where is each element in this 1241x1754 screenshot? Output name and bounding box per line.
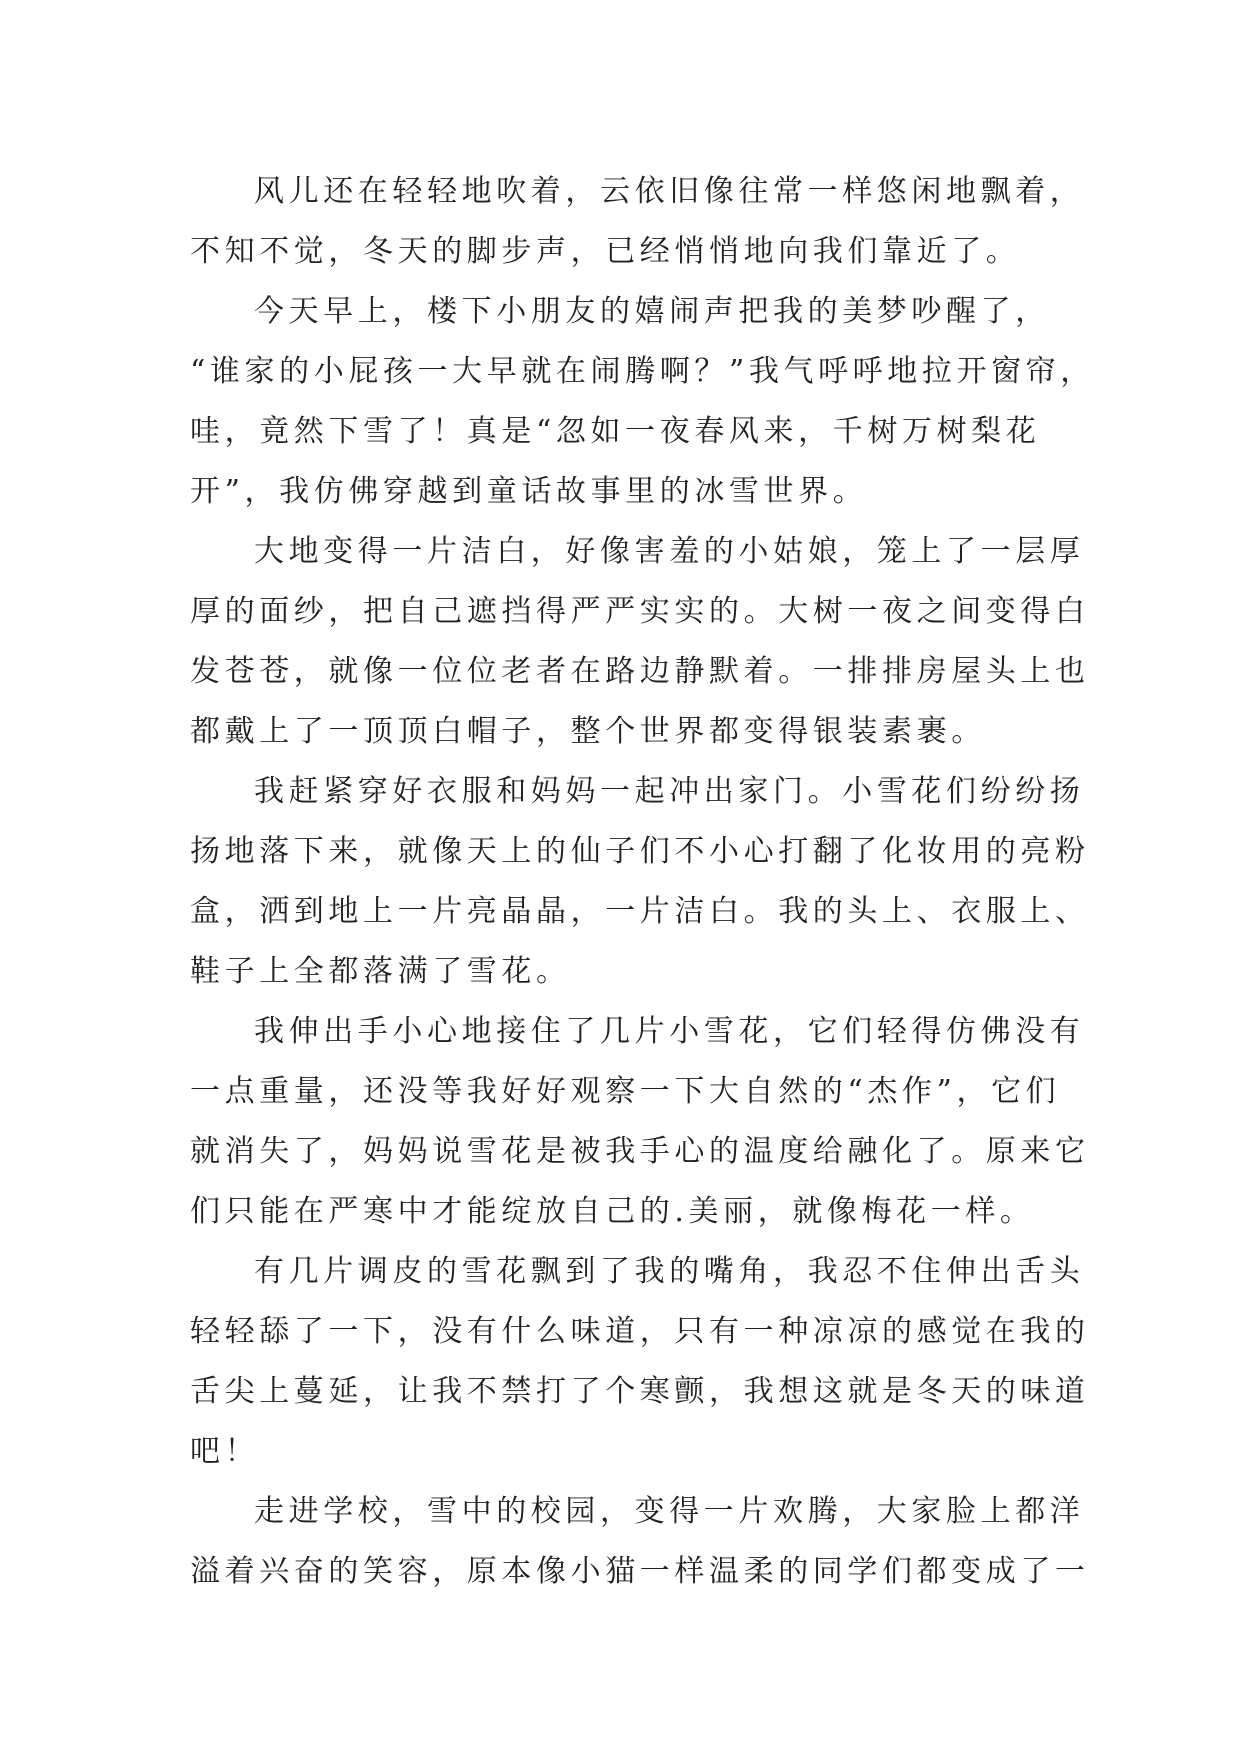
text-line: 风儿还在轻轻地吹着，云依旧像往常一样悠闲地飘着，: [254, 174, 1085, 209]
text-line: 们只能在严寒中才能绽放自己的.美丽，就像梅花一样。: [190, 1194, 1035, 1229]
text-line: 一点重量，还没等我好好观察一下大自然的“杰作”，它们: [190, 1074, 1061, 1109]
text-line: 舌尖上蔓延，让我不禁打了个寒颤，我想这就是冬天的味道: [190, 1374, 1090, 1409]
text-line: 不知不觉，冬天的脚步声，已经悄悄地向我们靠近了。: [190, 234, 1021, 269]
text-line: 溢着兴奋的笑容，原本像小猫一样温柔的同学们都变成了一: [190, 1554, 1090, 1589]
text-line: 吧！: [190, 1434, 260, 1469]
text-line: 鞋子上全都落满了雪花。: [190, 954, 571, 989]
essay-text: [190, 162, 1095, 1602]
text-line: 我伸出手小心地接住了几片小雪花，它们轻得仿佛没有: [254, 1014, 1085, 1049]
text-line: 大地变得一片洁白，好像害羞的小姑娘，笼上了一层厚: [254, 534, 1085, 569]
text-line: 我赶紧穿好衣服和妈妈一起冲出家门。小雪花们纷纷扬: [254, 774, 1085, 809]
text-line: 哇，竟然下雪了！真是“忽如一夜春风来，千树万树梨花: [190, 414, 1041, 449]
text-line: 轻轻舔了一下，没有什么味道，只有一种凉凉的感觉在我的: [190, 1314, 1090, 1349]
text-line: 发苍苍，就像一位位老者在路边静默着。一排排房屋头上也: [190, 654, 1090, 689]
text-line: “谁家的小屁孩一大早就在闹腾啊？”我气呼呼地拉开窗帘，: [190, 354, 1095, 389]
text-line: 扬地落下来，就像天上的仙子们不小心打翻了化妆用的亮粉: [190, 834, 1090, 869]
text-line: 开”，我仿佛穿越到童话故事里的冰雪世界。: [190, 474, 868, 509]
text-line: 走进学校，雪中的校园，变得一片欢腾，大家脸上都洋: [254, 1494, 1085, 1529]
text-line: 今天早上，楼下小朋友的嬉闹声把我的美梦吵醒了，: [254, 294, 1050, 329]
text-line: 盒，洒到地上一片亮晶晶，一片洁白。我的头上、衣服上、: [190, 894, 1090, 929]
text-line: 有几片调皮的雪花飘到了我的嘴角，我忍不住伸出舌头: [254, 1254, 1085, 1289]
text-line: 厚的面纱，把自己遮挡得严严实实的。大树一夜之间变得白: [190, 594, 1090, 629]
text-line: 都戴上了一顶顶白帽子，整个世界都变得银装素裹。: [190, 714, 986, 749]
text-line: 就消失了，妈妈说雪花是被我手心的温度给融化了。原来它: [190, 1134, 1090, 1169]
